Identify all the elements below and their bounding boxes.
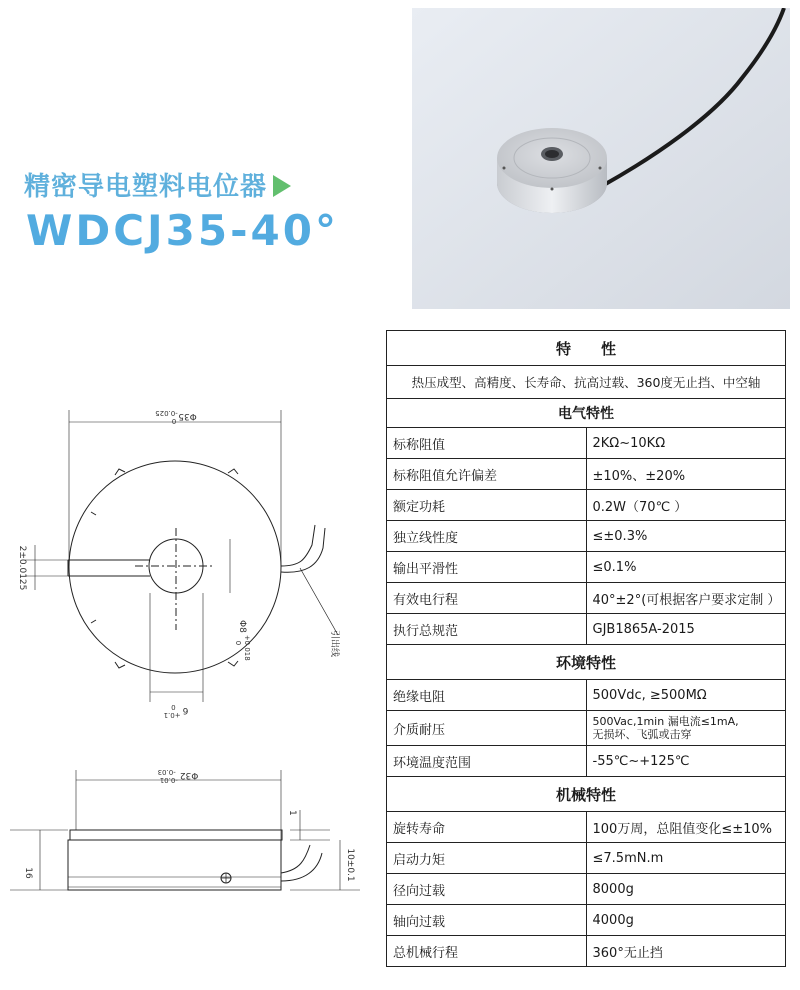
row-key: 环境温度范围 bbox=[387, 746, 587, 777]
step-label: 1 bbox=[287, 810, 297, 816]
row-value: 360°无止挡 bbox=[586, 936, 786, 967]
table-row bbox=[387, 843, 786, 874]
row-value: GJB1865A-2015 bbox=[586, 614, 786, 645]
table-row bbox=[387, 874, 786, 905]
table-row bbox=[387, 905, 786, 936]
row-key: 执行总规范 bbox=[387, 614, 587, 645]
side-view-drawing bbox=[0, 745, 378, 925]
row-key: 启动力矩 bbox=[387, 843, 587, 874]
row-key: 介质耐压 bbox=[387, 711, 587, 746]
table-row bbox=[387, 552, 786, 583]
product-title bbox=[24, 166, 291, 203]
table-row bbox=[387, 711, 786, 746]
row-value: 100万周，总阻值变化≤±10% bbox=[586, 812, 786, 843]
row-value: ≤0.1% bbox=[586, 552, 786, 583]
height-label: 16 bbox=[23, 867, 33, 879]
table-row bbox=[387, 680, 786, 711]
triangle-arrow-icon bbox=[273, 175, 291, 197]
body-height-label: 10±0.1 bbox=[345, 848, 355, 882]
offset-label: 2±0.0125 bbox=[17, 545, 27, 591]
row-value: 2KΩ~10KΩ bbox=[586, 428, 786, 459]
row-value-line: 无损坏、飞弧或击穿 bbox=[592, 728, 692, 741]
row-value: 40°±2°(可根据客户要求定制 ） bbox=[586, 583, 786, 614]
row-value: ≤±0.3% bbox=[586, 521, 786, 552]
section-header-mechanical bbox=[387, 777, 786, 812]
features-row bbox=[387, 366, 786, 399]
product-title-text: 精密导电塑料电位器 bbox=[24, 172, 268, 202]
table-row bbox=[387, 614, 786, 645]
section-title-electrical: 电气特性 bbox=[387, 399, 786, 428]
table-row bbox=[387, 459, 786, 490]
side-dia-label: $\Phi 32^{-0.01}-0.03$ bbox=[157, 768, 199, 784]
row-value: 4000g bbox=[586, 905, 786, 936]
lead-label: 引出线 bbox=[329, 630, 339, 658]
row-key: 总机械行程 bbox=[387, 936, 587, 967]
row-key: 旋转寿命 bbox=[387, 812, 587, 843]
table-row bbox=[387, 936, 786, 967]
row-key: 有效电行程 bbox=[387, 583, 587, 614]
section-title-mechanical: 机械特性 bbox=[387, 777, 786, 812]
spec-header-row bbox=[387, 331, 786, 366]
section-header-environment bbox=[387, 645, 786, 680]
row-key: 额定功耗 bbox=[387, 490, 587, 521]
product-model: WDCJ35-40° bbox=[26, 206, 339, 255]
table-row bbox=[387, 490, 786, 521]
row-value: ≤7.5mN.m bbox=[586, 843, 786, 874]
section-header-electrical bbox=[387, 399, 786, 428]
row-key: 绝缘电阻 bbox=[387, 680, 587, 711]
row-value bbox=[586, 711, 786, 746]
outer-dia-label: $\Phi 35^0-0.025$ bbox=[155, 409, 197, 425]
product-photo bbox=[412, 8, 790, 309]
table-row bbox=[387, 812, 786, 843]
row-key: 独立线性度 bbox=[387, 521, 587, 552]
spec-table bbox=[386, 330, 786, 967]
row-value: -55℃~+125℃ bbox=[586, 746, 786, 777]
bore-dia-label: $\Phi 8^{+0.018}0$ bbox=[234, 620, 251, 661]
row-key: 径向过载 bbox=[387, 874, 587, 905]
row-value: 0.2W（70℃ ） bbox=[586, 490, 786, 521]
table-row bbox=[387, 746, 786, 777]
row-key: 输出平滑性 bbox=[387, 552, 587, 583]
table-row bbox=[387, 428, 786, 459]
row-value: ±10%、±20% bbox=[586, 459, 786, 490]
section-title-environment: 环境特性 bbox=[387, 645, 786, 680]
flat-label: $6^{+0.1}0$ bbox=[163, 703, 189, 719]
row-value-line: 500Vac,1min 漏电流≤1mA, bbox=[592, 715, 739, 728]
table-row bbox=[387, 583, 786, 614]
table-row bbox=[387, 521, 786, 552]
row-key: 标称阻值 bbox=[387, 428, 587, 459]
row-value: 500Vdc, ≥500MΩ bbox=[586, 680, 786, 711]
row-key: 轴向过载 bbox=[387, 905, 587, 936]
row-value: 8000g bbox=[586, 874, 786, 905]
spec-title: 特 性 bbox=[387, 331, 786, 366]
top-view-drawing bbox=[0, 330, 378, 730]
features-text: 热压成型、高精度、长寿命、抗高过载、360度无止挡、中空轴 bbox=[387, 366, 786, 399]
row-key: 标称阻值允许偏差 bbox=[387, 459, 587, 490]
